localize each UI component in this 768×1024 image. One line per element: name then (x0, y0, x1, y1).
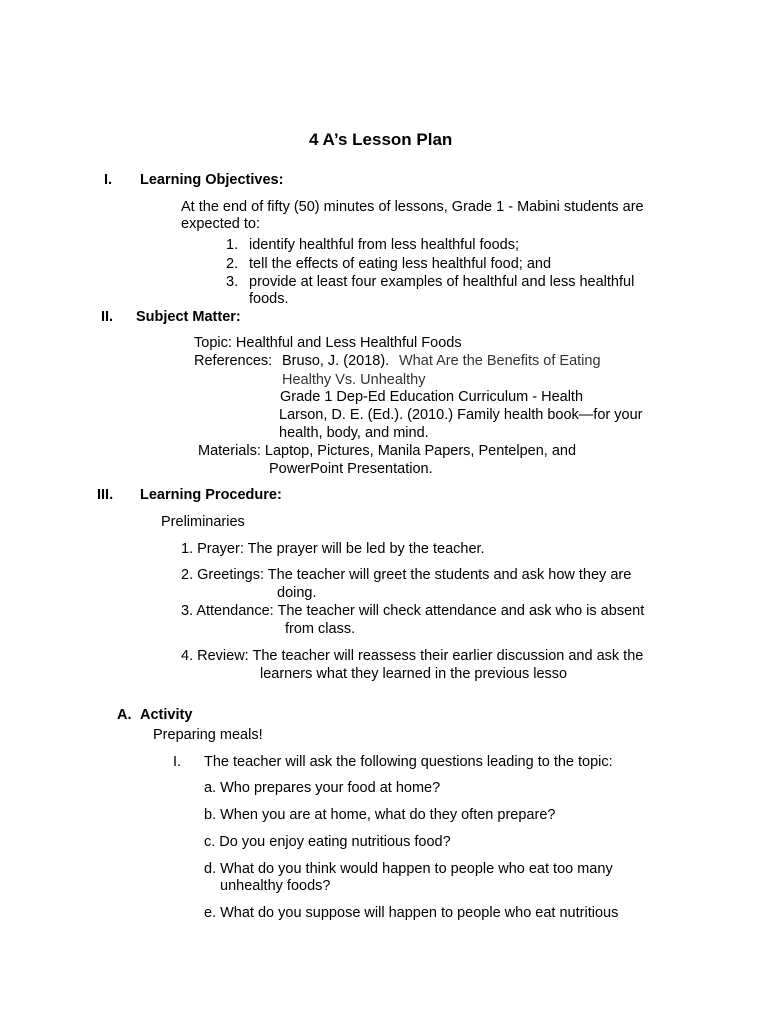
section-1-heading: Learning Objectives: (140, 172, 284, 188)
materials-line-1: Materials: Laptop, Pictures, Manila Papers, Pentelpen, and (198, 443, 577, 459)
objective-3-text: provide at least four examples of healthful and less healthful (249, 274, 635, 290)
section-3-numeral: III. (97, 487, 114, 503)
objective-3-text-continued: foods. (249, 291, 289, 307)
procedure-step-2-continued: doing. (277, 585, 317, 601)
section-3-heading: Learning Procedure: (140, 487, 282, 503)
question-c: c. Do you enjoy eating nutritious food? (204, 834, 451, 850)
references-label: References: (194, 353, 273, 369)
section-2-heading: Subject Matter: (136, 309, 241, 325)
procedure-step-3: 3. Attendance: The teacher will check attendance and ask who is absent (181, 603, 645, 619)
procedure-step-3-continued: from class. (285, 621, 356, 637)
section-2-numeral: II. (101, 309, 114, 325)
activity-numeral: I. (173, 754, 182, 770)
reference-1-title: What Are the Benefits of Eating (399, 353, 601, 369)
page-title: 4 A’s Lesson Plan (309, 130, 453, 149)
activity-label: A. (117, 707, 132, 723)
reference-3-line-1: Larson, D. E. (Ed.). (2010.) Family health book—for your (279, 407, 643, 423)
reference-2: Grade 1 Dep-Ed Education Curriculum - Health (280, 389, 584, 405)
question-b: b. When you are at home, what do they often prepare? (204, 807, 556, 823)
objectives-intro-line-2: expected to: (181, 216, 260, 232)
objective-2-text: tell the effects of eating less healthful food; and (249, 256, 552, 272)
reference-1-author: Bruso, J. (2018). (282, 353, 390, 369)
activity-subtitle: Preparing meals! (153, 727, 263, 743)
procedure-step-4-continued: learners what they learned in the previous lesso (260, 666, 568, 682)
question-a: a. Who prepares your food at home? (204, 780, 441, 796)
reference-3-line-2: health, body, and mind. (279, 425, 429, 441)
question-d-continued: unhealthy foods? (220, 878, 331, 894)
objective-3-number: 3. (226, 274, 239, 290)
procedure-step-4: 4. Review: The teacher will reassess their earlier discussion and ask the (181, 648, 644, 664)
objective-1-number: 1. (226, 237, 239, 253)
procedure-step-1: 1. Prayer: The prayer will be led by the teacher. (181, 541, 485, 557)
procedure-step-2: 2. Greetings: The teacher will greet the students and ask how they are (181, 567, 632, 583)
section-1-numeral: I. (104, 172, 113, 188)
preliminaries-heading: Preliminaries (161, 514, 245, 530)
objective-2-number: 2. (226, 256, 239, 272)
objectives-intro-line-1: At the end of fifty (50) minutes of lessons, Grade 1 - Mabini students are (181, 199, 644, 215)
activity-intro: The teacher will ask the following questions leading to the topic: (204, 754, 613, 770)
objective-1-text: identify healthful from less healthful foods; (249, 237, 520, 253)
question-d: d. What do you think would happen to people who eat too many (204, 861, 613, 877)
materials-line-2: PowerPoint Presentation. (269, 461, 433, 477)
question-e: e. What do you suppose will happen to people who eat nutritious (204, 905, 619, 921)
reference-1-title-continued: Healthy Vs. Unhealthy (282, 372, 426, 388)
subject-topic: Topic: Healthful and Less Healthful Foods (194, 335, 462, 351)
activity-heading: Activity (140, 707, 193, 723)
